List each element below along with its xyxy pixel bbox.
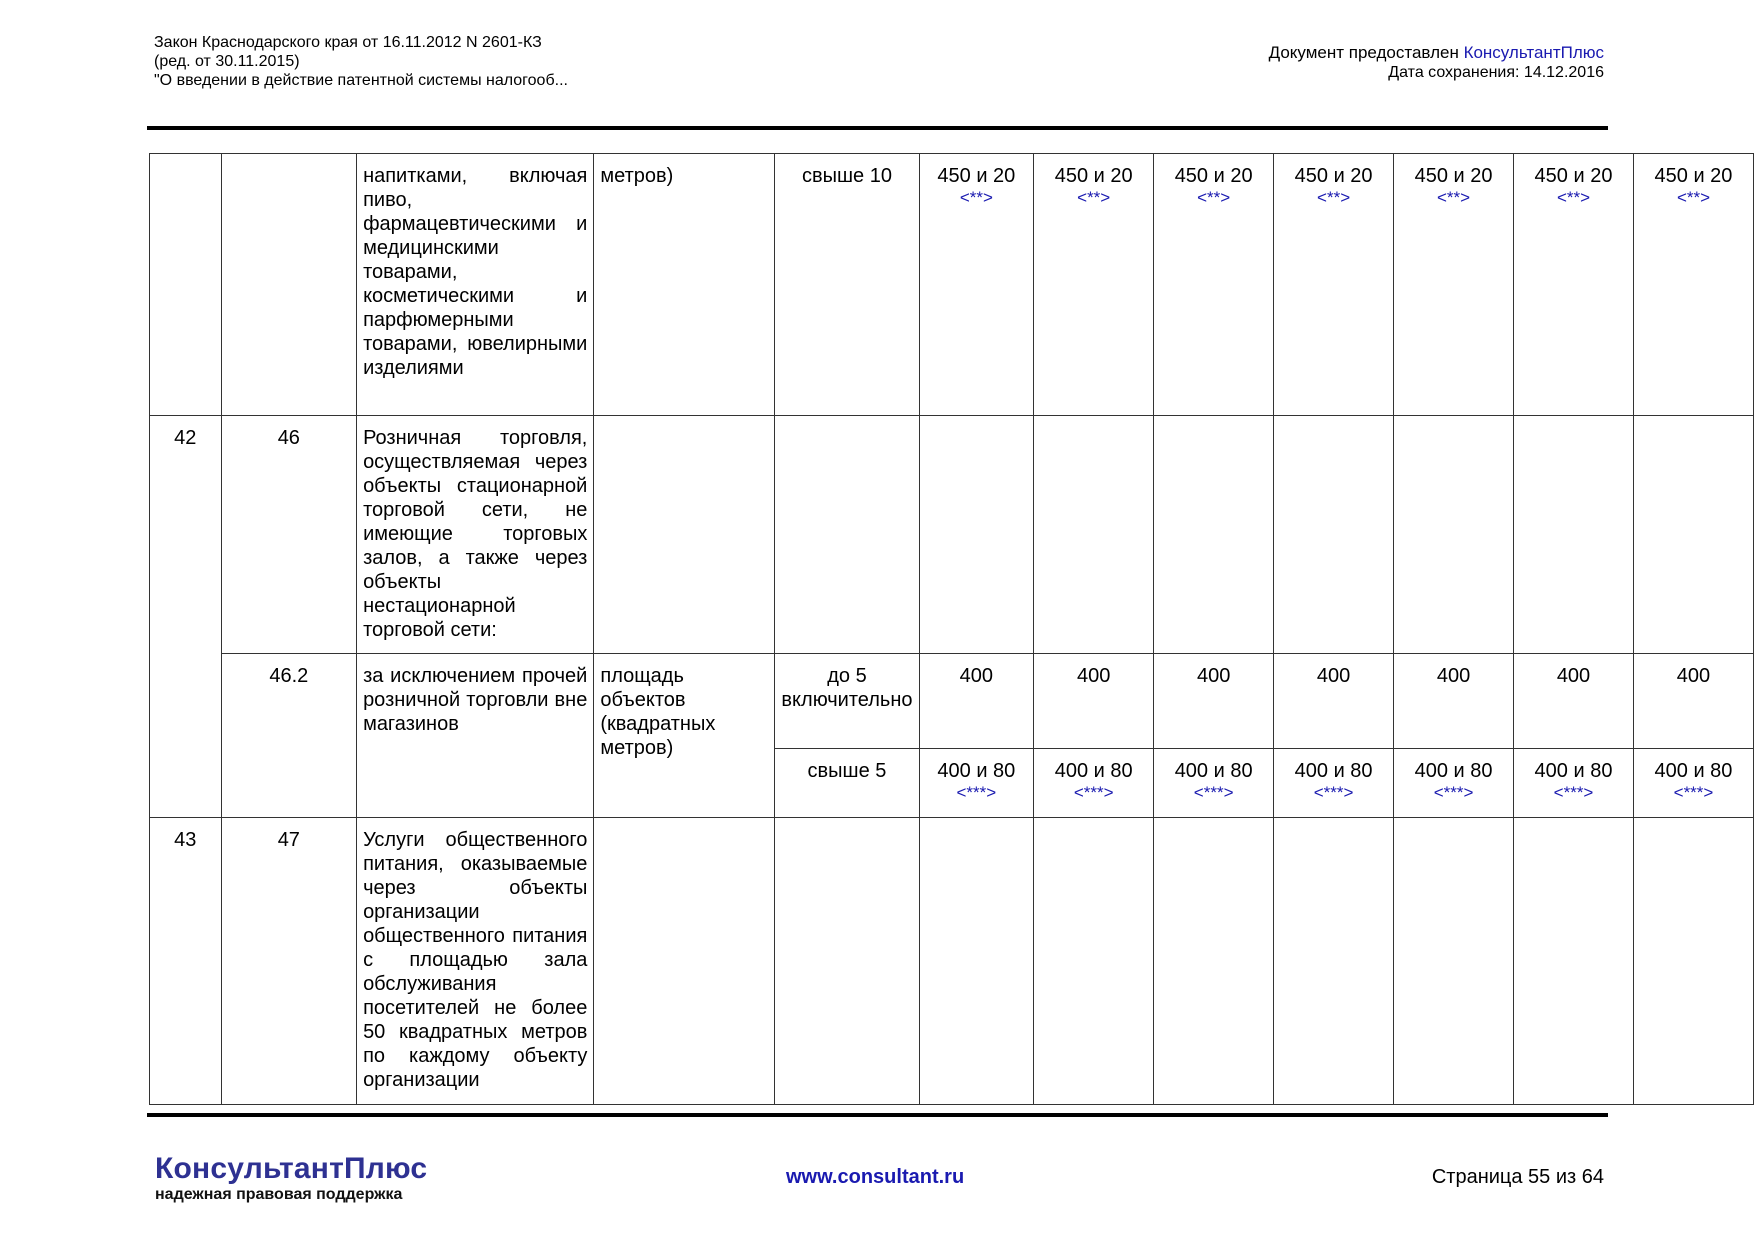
cell-rate: 400 <box>1514 654 1634 749</box>
page-number: Страница 55 из 64 <box>1431 1166 1604 1188</box>
cell-num <box>150 154 222 416</box>
save-date: Дата сохранения: 14.12.2016 <box>1388 64 1604 81</box>
footer-brand: КонсультантПлюс <box>155 1152 428 1185</box>
cell-rate: 400 и 80 <***> <box>1274 749 1394 818</box>
cell-code: 47 <box>221 818 357 1105</box>
footer-website-link[interactable]: www.consultant.ru <box>786 1166 965 1188</box>
cell-rate: 450 и 20 <**> <box>1394 154 1514 416</box>
table-row-43 <box>150 818 1754 1105</box>
cell-rate: 400 <box>1154 654 1274 749</box>
cell-range <box>775 818 919 1105</box>
footnote-ref-link[interactable]: <**> <box>1437 188 1471 207</box>
footnote-ref-link[interactable]: <***> <box>1313 783 1354 802</box>
cell-rate: 400 <box>1633 654 1753 749</box>
footnote-ref-link[interactable]: <***> <box>956 783 997 802</box>
cell-rate: 400 и 80 <***> <box>1154 749 1274 818</box>
footnote-ref-link[interactable]: <***> <box>1673 783 1714 802</box>
cell-rate: 400 и 80 <***> <box>1034 749 1154 818</box>
cell-unit <box>594 416 775 654</box>
cell-rate: 400 <box>1394 654 1514 749</box>
cell-rate: 450 и 20 <**> <box>1034 154 1154 416</box>
cell-rate: 400 и 80 <***> <box>1514 749 1634 818</box>
provided-by-brand-link[interactable]: КонсультантПлюс <box>1463 43 1604 62</box>
footnote-ref-link[interactable]: <**> <box>1317 188 1351 207</box>
footnote-ref-link[interactable]: <***> <box>1073 783 1114 802</box>
cell-rate <box>1514 818 1634 1105</box>
cell-rate <box>919 818 1034 1105</box>
footnote-ref-link[interactable]: <**> <box>959 188 993 207</box>
cell-rate: 450 и 20 <**> <box>1274 154 1394 416</box>
cell-rate <box>1394 416 1514 654</box>
cell-rate: 400 и 80 <***> <box>919 749 1034 818</box>
cell-rate <box>1394 818 1514 1105</box>
cell-rate: 400 и 80 <***> <box>1633 749 1753 818</box>
footer-tagline: надежная правовая поддержка <box>155 1186 403 1203</box>
footnote-ref-link[interactable]: <***> <box>1193 783 1234 802</box>
cell-rate <box>1154 818 1274 1105</box>
cell-range <box>775 416 919 654</box>
cell-rate <box>1633 818 1753 1105</box>
cell-code <box>221 154 357 416</box>
header-line-subject: "О введении в действие патентной системы налогооб... <box>154 72 568 89</box>
cell-rate: 400 <box>1034 654 1154 749</box>
footnote-ref-link[interactable]: <**> <box>1556 188 1591 207</box>
cell-description: Розничная торговля, осуществляемая через объекты стационарной торговой сети, не имеющие торговых залов, а также через объекты нестационарной торговой сети: <box>357 416 594 654</box>
cell-rate <box>919 416 1034 654</box>
cell-rate <box>1034 818 1154 1105</box>
tax-rates-table <box>149 153 1754 1105</box>
cell-rate: 450 и 20 <**> <box>1633 154 1753 416</box>
cell-rate <box>1274 416 1394 654</box>
cell-rate: 400 и 80 <***> <box>1394 749 1514 818</box>
table-row-42 <box>150 416 1754 654</box>
cell-rate <box>1274 818 1394 1105</box>
cell-rate <box>1514 416 1634 654</box>
cell-rate: 450 и 20 <**> <box>1514 154 1634 416</box>
cell-rate <box>1034 416 1154 654</box>
cell-description: за исключением прочей розничной торговли вне магазинов <box>357 654 594 818</box>
table-row-46-2-up-to-5 <box>150 654 1754 749</box>
cell-code: 46 <box>221 416 357 654</box>
cell-range: до 5 включительно <box>775 654 919 749</box>
footnote-ref-link[interactable]: <**> <box>1676 188 1711 207</box>
footnote-ref-link[interactable]: <***> <box>1553 783 1594 802</box>
document-header-meta <box>1269 43 1604 83</box>
cell-description: напитками, включая пиво, фармацевтическими и медицинскими товарами, косметическими и парфюмерными товарами, ювелирными изделиями <box>357 154 594 416</box>
footer-divider <box>147 1113 1608 1117</box>
cell-rate: 450 и 20 <**> <box>919 154 1034 416</box>
header-divider <box>147 126 1608 130</box>
cell-code: 46.2 <box>221 654 357 818</box>
table-row-continuation <box>150 154 1754 416</box>
cell-rate <box>1154 416 1274 654</box>
header-line-law: Закон Краснодарского края от 16.11.2012 N 2601-КЗ <box>154 34 542 51</box>
document-header-title <box>154 33 568 90</box>
provided-by-label: Документ предоставлен <box>1268 43 1464 62</box>
cell-unit: площадь объектов (квадратных метров) <box>594 654 775 818</box>
cell-unit: метров) <box>594 154 775 416</box>
header-line-edition: (ред. от 30.11.2015) <box>154 53 300 70</box>
cell-rate: 400 <box>1274 654 1394 749</box>
cell-rate <box>1633 416 1753 654</box>
consultant-plus-logo <box>155 1152 427 1204</box>
tax-rates-table-viewport <box>149 153 1754 1105</box>
cell-range: свыше 10 <box>775 154 919 416</box>
cell-num: 43 <box>150 818 222 1105</box>
footnote-ref-link[interactable]: <**> <box>1197 188 1231 207</box>
cell-rate: 450 и 20 <**> <box>1154 154 1274 416</box>
cell-range: свыше 5 <box>775 749 919 818</box>
cell-rate: 400 <box>919 654 1034 749</box>
footnote-ref-link[interactable]: <***> <box>1433 783 1474 802</box>
cell-num: 42 <box>150 416 222 818</box>
cell-unit <box>594 818 775 1105</box>
footnote-ref-link[interactable]: <**> <box>1077 188 1111 207</box>
cell-description: Услуги общественного питания, оказываемые через объекты организации общественного питания с площадью зала обслуживания посетителей не более 50 квадратных метров по каждому объекту организации <box>357 818 594 1105</box>
